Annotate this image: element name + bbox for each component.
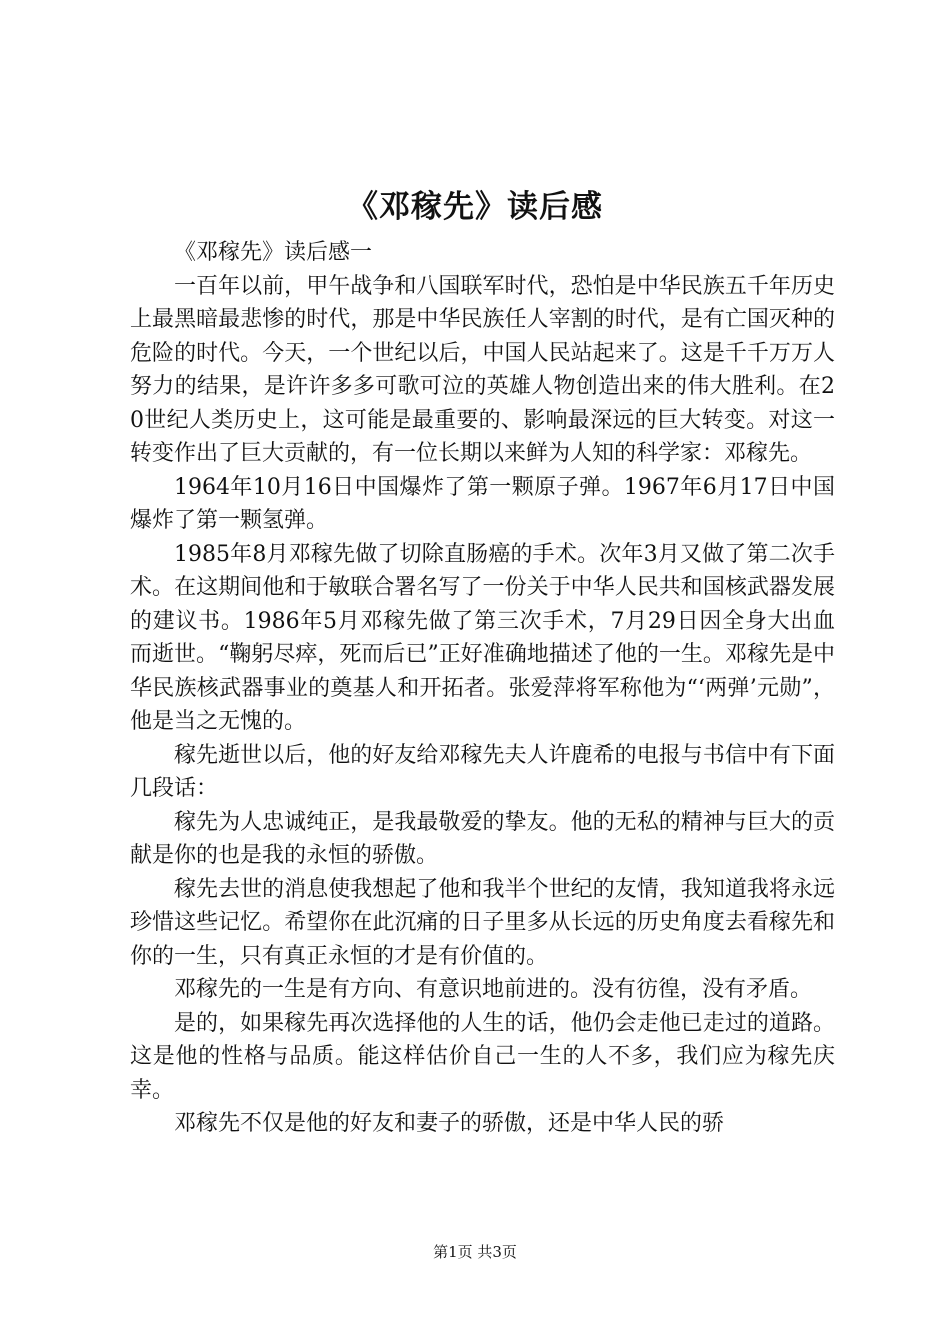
paragraph-subtitle: 《邓稼先》读后感一 <box>174 240 373 265</box>
paragraph: 一百年以前，甲午战争和八国联军时代，恐怕是中华民族五千年历史上最黑暗最悲惨的时代，那是中华民族任人宰割的时代，是有亡国灭种的危险的时代。今天，一个世纪以后，中国人民站起来了。这是千千万万人努力的结果，是许许多多可歌可泣的英雄人物创造出来的伟大胜利。在20世纪人类历史上，这可能是最重要的、影响最深远的巨大转变。对这一转变作出了巨大贡献的，有一位长期以来鲜为人知的科学家：邓稼先。 <box>130 273 835 466</box>
page-title: 《邓稼先》读后感 <box>347 189 603 225</box>
paragraph: 稼先去世的消息使我想起了他和我半个世纪的友情，我知道我将永远珍惜这些记忆。希望你在此沉痛的日子里多从长远的历史角度去看稼先和你的一生，只有真正永恒的才是有价值的。 <box>130 876 835 969</box>
paragraph: 邓稼先不仅是他的好友和妻子的骄傲，还是中华人民的骄 <box>174 1111 725 1136</box>
paragraph: 稼先逝世以后，他的好友给邓稼先夫人许鹿希的电报与书信中有下面几段话： <box>130 742 835 801</box>
page-number-footer: 第1页 共3页 <box>433 1243 517 1261</box>
paragraph: 1964年10月16日中国爆炸了第一颗原子弹。1967年6月17日中国爆炸了第一颗氢弹。 <box>130 474 835 533</box>
paragraph: 稼先为人忠诚纯正，是我最敬爱的挚友。他的无私的精神与巨大的贡献是你的也是我的永恒的骄傲。 <box>130 809 835 868</box>
paragraph: 1985年8月邓稼先做了切除直肠癌的手术。次年3月又做了第二次手术。在这期间他和于敏联合署名写了一份关于中华人民共和国核武器发展的建议书。1986年5月邓稼先做了第三次手术，7月29日因全身大出血而逝世。“鞠躬尽瘁，死而后已”正好准确地描述了他的一生。邓稼先是中华民族核武器事业的奠基人和开拓者。张爱萍将军称他为“‘两弹’元勋”，他是当之无愧的。 <box>130 541 836 734</box>
article-body <box>130 236 835 1141</box>
paragraph: 是的，如果稼先再次选择他的人生的话，他仍会走他已走过的道路。这是他的性格与品质。能这样估价自己一生的人不多，我们应为稼先庆幸。 <box>130 1010 835 1103</box>
paragraph: 邓稼先的一生是有方向、有意识地前进的。没有彷徨，没有矛盾。 <box>174 977 813 1002</box>
